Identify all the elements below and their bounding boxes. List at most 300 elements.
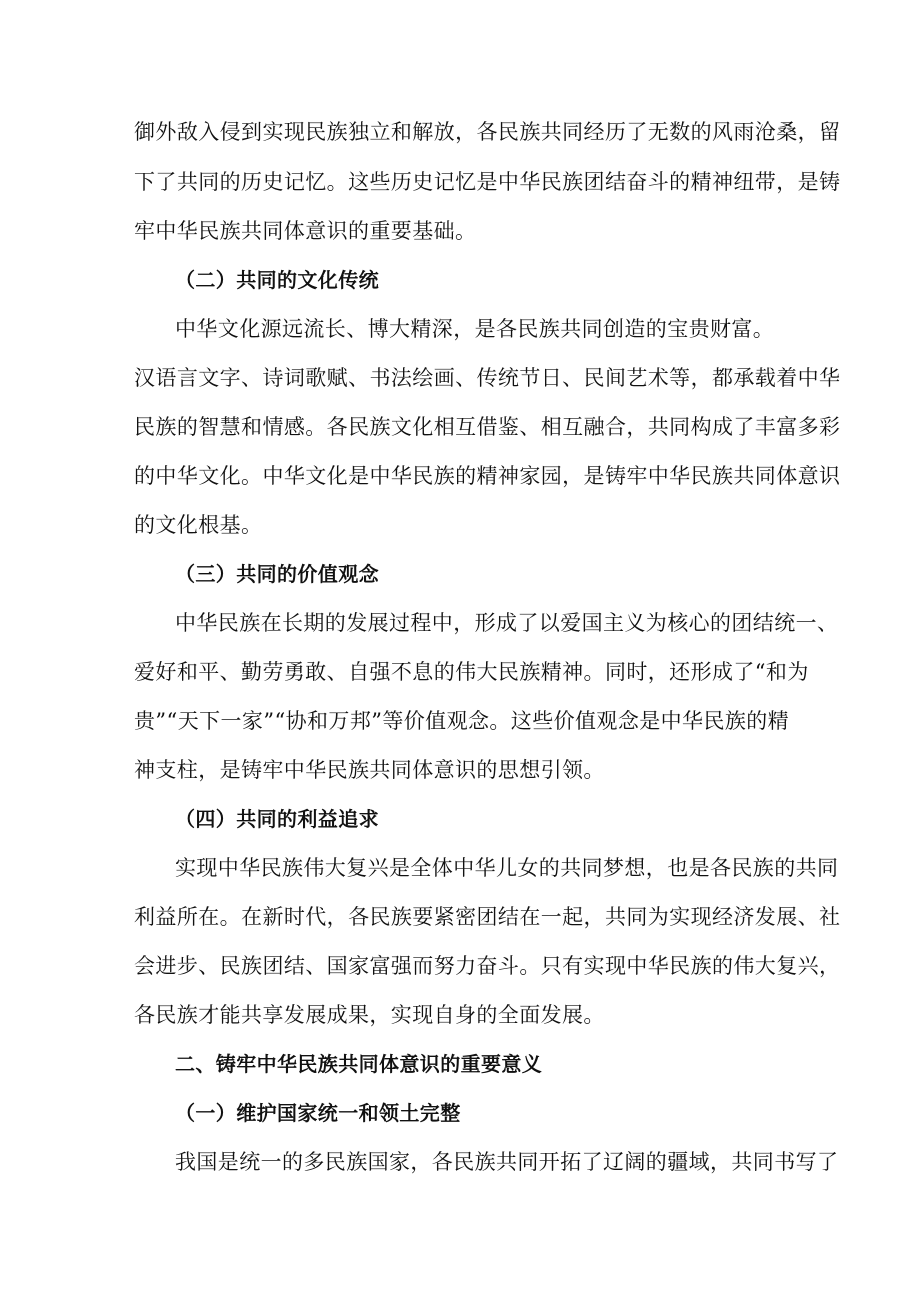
text-char: ， [647, 660, 670, 684]
text-char: 的 [219, 170, 242, 194]
text-char: 纽 [733, 170, 755, 194]
text-char: 中 [660, 709, 683, 733]
text-char: 族 [519, 660, 541, 684]
text-char: 入 [198, 120, 220, 144]
text-char: 留 [819, 120, 841, 144]
text-char: 。 [519, 954, 541, 978]
text-char: 等 [382, 709, 404, 733]
text-char: 是 [348, 464, 370, 488]
text-char: 文 [390, 415, 413, 439]
text-char: 放 [433, 120, 456, 144]
chapter-heading: 二、铸牢中华民族共同体意识的重要意义 [175, 1052, 543, 1076]
paragraph-line: 中华文化源远流长、博大精深，是各民族共同创造的宝贵财富。 [175, 317, 775, 341]
text-char: 到 [241, 120, 263, 144]
text-char: 民 [690, 464, 712, 488]
text-char: 下 [134, 170, 156, 194]
text-char: 各 [348, 905, 370, 929]
text-char: 载 [754, 366, 777, 390]
text-char: 经 [711, 905, 734, 929]
text-char: “ [274, 709, 286, 733]
text-char: 所 [176, 905, 199, 929]
text-char: 济 [733, 905, 755, 929]
text-char: 。 [326, 170, 349, 194]
text-char: 族 [433, 464, 456, 488]
text-char: 鉴 [497, 415, 520, 439]
text-char: 奋 [626, 170, 648, 194]
text-char: 在 [241, 905, 263, 929]
text-char: 史 [412, 170, 434, 194]
text-char: 立 [369, 120, 391, 144]
text-char: 了 [155, 170, 177, 194]
text-char: 同 [754, 464, 777, 488]
text-char: 协 [285, 709, 307, 733]
text-char: 丰 [754, 415, 777, 439]
text-char: 族 [562, 170, 584, 194]
text-char: 字 [219, 366, 242, 390]
text-char: 下 [199, 709, 221, 733]
text-char: 爱 [134, 660, 156, 684]
text-char: 共 [647, 415, 670, 439]
text-char: 新 [262, 905, 284, 929]
text-char: 神 [562, 660, 584, 684]
paragraph-line: 牢中华民族共同体意识的重要基础。 [134, 219, 477, 243]
text-char: 族 [369, 415, 391, 439]
text-char: 神 [497, 464, 520, 488]
text-char: 彩 [819, 415, 841, 439]
text-char: 统 [497, 366, 520, 390]
text-char: 时 [283, 905, 306, 929]
text-char: 而 [412, 954, 434, 978]
text-char: 中 [155, 464, 177, 488]
text-char: 民 [703, 709, 725, 733]
text-char: 艺 [626, 366, 648, 390]
text-char: 族 [519, 120, 541, 144]
text-char: 民 [540, 170, 563, 194]
text-char: 化 [412, 415, 434, 439]
text-char: ， [690, 366, 712, 390]
text-char: 独 [348, 120, 370, 144]
text-char: 族 [711, 464, 734, 488]
text-char: 中 [262, 464, 284, 488]
text-char: 歌 [305, 366, 327, 390]
text-char: 文 [198, 464, 220, 488]
paragraph-line [134, 706, 790, 736]
text-char: 的 [134, 464, 156, 488]
text-char: 伟 [733, 954, 755, 978]
text-char: 的 [176, 415, 199, 439]
text-char: 强 [390, 954, 413, 978]
text-char: 的 [433, 660, 456, 684]
text-char: 化 [219, 464, 242, 488]
text-char: 无 [647, 120, 670, 144]
text-char: 文 [198, 366, 220, 390]
text-char: 华 [176, 464, 199, 488]
text-char: 民 [497, 120, 520, 144]
text-char: 族 [690, 954, 712, 978]
text-char: 民 [134, 415, 156, 439]
text-char: 家 [348, 954, 370, 978]
text-char: 词 [283, 366, 306, 390]
text-char: 、 [241, 366, 263, 390]
text-char: 智 [198, 415, 220, 439]
text-char: 汉 [134, 366, 156, 390]
text-char: 现 [604, 954, 627, 978]
text-char: 结 [283, 954, 306, 978]
text-char: 家 [241, 709, 264, 733]
text-char: ， [455, 120, 477, 144]
text-char: 团 [583, 170, 605, 194]
text-char: 记 [283, 170, 306, 194]
text-char: 一 [220, 709, 242, 733]
text-char: 同 [626, 905, 648, 929]
text-char: 民 [219, 954, 242, 978]
text-char: 铸 [819, 170, 841, 194]
text-char: 华 [682, 709, 704, 733]
text-char: 会 [134, 954, 156, 978]
text-char: 华 [519, 170, 541, 194]
text-char: 华 [819, 366, 841, 390]
text-char: 。 [219, 905, 242, 929]
section-heading: （四）共同的利益追求 [175, 807, 379, 831]
text-char: 画 [433, 366, 456, 390]
text-char: 慧 [219, 415, 242, 439]
text-char: 化 [326, 464, 349, 488]
text-char: 多 [797, 415, 819, 439]
text-char: 发 [754, 905, 777, 929]
text-char: 贵 [134, 709, 156, 733]
text-char: ， [326, 905, 349, 929]
text-char: 间 [604, 366, 627, 390]
text-char: 带 [754, 170, 777, 194]
paragraph-line [134, 363, 841, 393]
text-char: 、 [326, 660, 349, 684]
text-char: 中 [797, 366, 819, 390]
text-char: 价 [403, 709, 426, 733]
text-char: 语 [155, 366, 177, 390]
text-char: 万 [328, 709, 350, 733]
text-char: 同 [604, 660, 627, 684]
text-char: 华 [283, 464, 306, 488]
text-char: 力 [455, 954, 477, 978]
text-char: 各 [326, 415, 349, 439]
text-char: 、 [198, 954, 220, 978]
text-char: 成 [711, 660, 734, 684]
text-char: 和 [307, 709, 329, 733]
text-char: 民 [348, 415, 370, 439]
text-char: 息 [412, 660, 434, 684]
text-char: 族 [390, 905, 413, 929]
text-char: 中 [647, 464, 670, 488]
text-char: 言 [176, 366, 199, 390]
text-char: 国 [326, 954, 349, 978]
text-char: 是 [476, 170, 498, 194]
text-char: 不 [390, 660, 413, 684]
text-char: 共 [540, 120, 563, 144]
paragraph-line: 我国是统一的多民族国家，各民族共同开拓了辽阔的疆域，共同书写了 [175, 1150, 839, 1174]
text-char: 团 [262, 954, 284, 978]
text-char: 为 [647, 905, 670, 929]
text-char: 外 [155, 120, 177, 144]
text-char: 富 [776, 415, 798, 439]
text-char: 一 [540, 905, 563, 929]
text-char: ， [583, 905, 605, 929]
text-char: 的 [669, 170, 691, 194]
paragraph-line: 实现中华民族伟大复兴是全体中华儿女的共同梦想，也是各民族的共同 [175, 856, 839, 880]
text-char: 术 [647, 366, 670, 390]
text-char: 的 [455, 464, 477, 488]
text-char: 相 [540, 415, 563, 439]
text-char: 富 [369, 954, 391, 978]
text-char: 步 [176, 954, 199, 978]
text-char: 传 [476, 366, 498, 390]
text-char: ” [155, 709, 167, 733]
text-char: 共 [733, 464, 755, 488]
text-char: 了 [733, 660, 755, 684]
text-char: 同 [669, 415, 691, 439]
text-char: ， [776, 170, 798, 194]
paragraph-line [134, 461, 841, 491]
text-char: 、 [519, 415, 541, 439]
text-char: 精 [767, 709, 790, 733]
text-char: 和 [390, 120, 413, 144]
text-char: 勤 [241, 660, 263, 684]
text-char: 族 [241, 954, 263, 978]
text-char: 团 [476, 905, 498, 929]
text-char: 社 [819, 905, 841, 929]
text-char: 了 [733, 415, 755, 439]
text-char: 时 [626, 660, 648, 684]
text-char: ， [819, 954, 841, 978]
paragraph-line: 的文化根基。 [134, 513, 263, 537]
text-char: 华 [647, 954, 670, 978]
text-char: 代 [305, 905, 327, 929]
paragraph-line: 中华民族在长期的发展过程中，形成了以爱国主义为核心的团结统一、 [175, 611, 839, 635]
text-char: 努 [433, 954, 456, 978]
text-char: 紧 [433, 905, 456, 929]
text-char: 精 [540, 660, 563, 684]
text-char: 现 [283, 120, 306, 144]
paragraph-line [134, 412, 841, 442]
text-char: ， [562, 464, 584, 488]
text-char: 中 [626, 954, 648, 978]
text-char: “ [754, 660, 766, 684]
text-char: 着 [776, 366, 798, 390]
text-char: 是 [639, 709, 661, 733]
text-char: 忆 [305, 170, 327, 194]
text-char: 民 [369, 905, 391, 929]
text-char: 实 [262, 120, 284, 144]
text-char: 、 [305, 954, 327, 978]
paragraph-line: 各民族才能共享发展成果，实现自身的全面发展。 [134, 1003, 605, 1027]
text-char: 念 [467, 709, 490, 733]
text-char: 文 [305, 464, 327, 488]
text-char: 沧 [754, 120, 777, 144]
text-char: 神 [711, 170, 734, 194]
text-char: 结 [497, 905, 520, 929]
text-char: 。 [305, 415, 327, 439]
text-char: 书 [369, 366, 391, 390]
text-char: 些 [369, 170, 391, 194]
text-char: 各 [476, 120, 498, 144]
text-char: 念 [617, 709, 640, 733]
section-heading: （一）维护国家统一和领土完整 [175, 1101, 461, 1125]
text-char: 中 [369, 464, 391, 488]
text-char: 形 [690, 660, 712, 684]
text-char: 强 [369, 660, 391, 684]
text-char: 奋 [476, 954, 498, 978]
text-char: 斗 [497, 954, 520, 978]
text-char: 等 [669, 366, 691, 390]
text-char: 值 [575, 709, 597, 733]
text-char: 只 [540, 954, 563, 978]
text-char: 兴 [797, 954, 819, 978]
text-char: 了 [626, 120, 648, 144]
text-char: 民 [583, 366, 605, 390]
text-char: 民 [669, 954, 691, 978]
text-char: 族 [724, 709, 747, 733]
text-char: 要 [412, 905, 434, 929]
text-char: 历 [390, 170, 413, 194]
text-char: 。 [241, 464, 263, 488]
text-char: 中 [497, 170, 520, 194]
text-char: 借 [476, 415, 498, 439]
text-char: 好 [155, 660, 177, 684]
text-char: 还 [669, 660, 691, 684]
text-char: 、 [455, 366, 477, 390]
text-char: 精 [476, 464, 498, 488]
text-char: 、 [562, 366, 584, 390]
text-char: 的 [711, 954, 734, 978]
text-char: ， [797, 120, 819, 144]
text-char: 和 [241, 415, 263, 439]
text-char: 史 [262, 170, 284, 194]
text-char: 、 [348, 366, 370, 390]
paragraph-line: 神支柱，是铸牢中华民族共同体意识的思想引领。 [134, 758, 605, 782]
text-char: 园 [540, 464, 563, 488]
text-char: 这 [348, 170, 370, 194]
text-char: 风 [711, 120, 734, 144]
text-char: 天 [177, 709, 200, 733]
text-char: 有 [562, 954, 584, 978]
text-char: 斗 [647, 170, 670, 194]
text-char: 进 [155, 954, 177, 978]
text-char: 历 [604, 120, 627, 144]
text-char: 是 [583, 464, 605, 488]
text-char: 法 [390, 366, 413, 390]
text-char: 桑 [776, 120, 798, 144]
text-char: 节 [519, 366, 541, 390]
text-char: 值 [425, 709, 447, 733]
text-char: 在 [519, 905, 541, 929]
text-char: 的 [690, 120, 712, 144]
text-char: 伟 [455, 660, 477, 684]
text-char: 邦 [349, 709, 372, 733]
text-char: ” [263, 709, 275, 733]
text-char: 互 [455, 415, 477, 439]
text-char: 同 [562, 120, 584, 144]
text-char: 互 [562, 415, 584, 439]
text-char: 相 [433, 415, 456, 439]
text-char: 敢 [305, 660, 327, 684]
text-char: 精 [690, 170, 712, 194]
paragraph-line [134, 117, 841, 147]
text-char: 是 [797, 170, 819, 194]
text-char: 情 [262, 415, 284, 439]
text-char: 构 [690, 415, 712, 439]
text-char: 和 [765, 660, 788, 684]
text-char: 民 [305, 120, 327, 144]
text-char: 合 [604, 415, 627, 439]
text-char: 绘 [412, 366, 434, 390]
text-char: 的 [746, 709, 768, 733]
text-char: 诗 [262, 366, 284, 390]
text-char: 日 [540, 366, 563, 390]
text-char: 、 [219, 660, 242, 684]
text-char: 为 [787, 660, 809, 684]
text-char: 族 [155, 415, 177, 439]
text-char: 融 [583, 415, 605, 439]
text-char: 价 [553, 709, 576, 733]
text-char: 大 [754, 954, 777, 978]
section-heading: （三）共同的价值观念 [175, 562, 379, 586]
text-char: 敌 [176, 120, 199, 144]
text-char: 忆 [455, 170, 477, 194]
text-char: 牢 [626, 464, 648, 488]
text-char: 记 [433, 170, 456, 194]
text-char: 平 [198, 660, 220, 684]
text-char: 共 [604, 905, 627, 929]
text-char: 铸 [604, 464, 627, 488]
text-char: 在 [198, 905, 220, 929]
text-char: 共 [176, 170, 199, 194]
text-char: 感 [283, 415, 306, 439]
text-char: 现 [690, 905, 712, 929]
text-char: 观 [446, 709, 468, 733]
text-char: 承 [733, 366, 755, 390]
text-char: 密 [455, 905, 477, 929]
text-char: 历 [241, 170, 263, 194]
text-char: 实 [583, 954, 605, 978]
text-char: 大 [476, 660, 498, 684]
text-char: 和 [176, 660, 199, 684]
text-char: 。 [583, 660, 605, 684]
text-char: 自 [348, 660, 370, 684]
text-char: ” [371, 709, 383, 733]
section-heading: （二）共同的文化传统 [175, 268, 379, 292]
text-char: 同 [198, 170, 220, 194]
text-char: 都 [711, 366, 734, 390]
text-char: 益 [155, 905, 177, 929]
paragraph-line [134, 657, 809, 687]
text-char: 民 [497, 660, 520, 684]
text-char: 经 [583, 120, 605, 144]
paragraph-line [134, 951, 841, 981]
text-char: 起 [562, 905, 584, 929]
text-char: ， [626, 415, 648, 439]
text-char: “ [166, 709, 178, 733]
text-char: 家 [519, 464, 541, 488]
text-char: 侵 [219, 120, 242, 144]
text-char: 观 [596, 709, 618, 733]
text-char: 体 [776, 464, 798, 488]
text-char: 利 [134, 905, 156, 929]
text-char: 复 [776, 954, 798, 978]
text-char: 展 [776, 905, 798, 929]
text-char: 华 [669, 464, 691, 488]
text-char: 这 [510, 709, 533, 733]
text-char: 解 [412, 120, 434, 144]
paragraph-line [134, 167, 841, 197]
